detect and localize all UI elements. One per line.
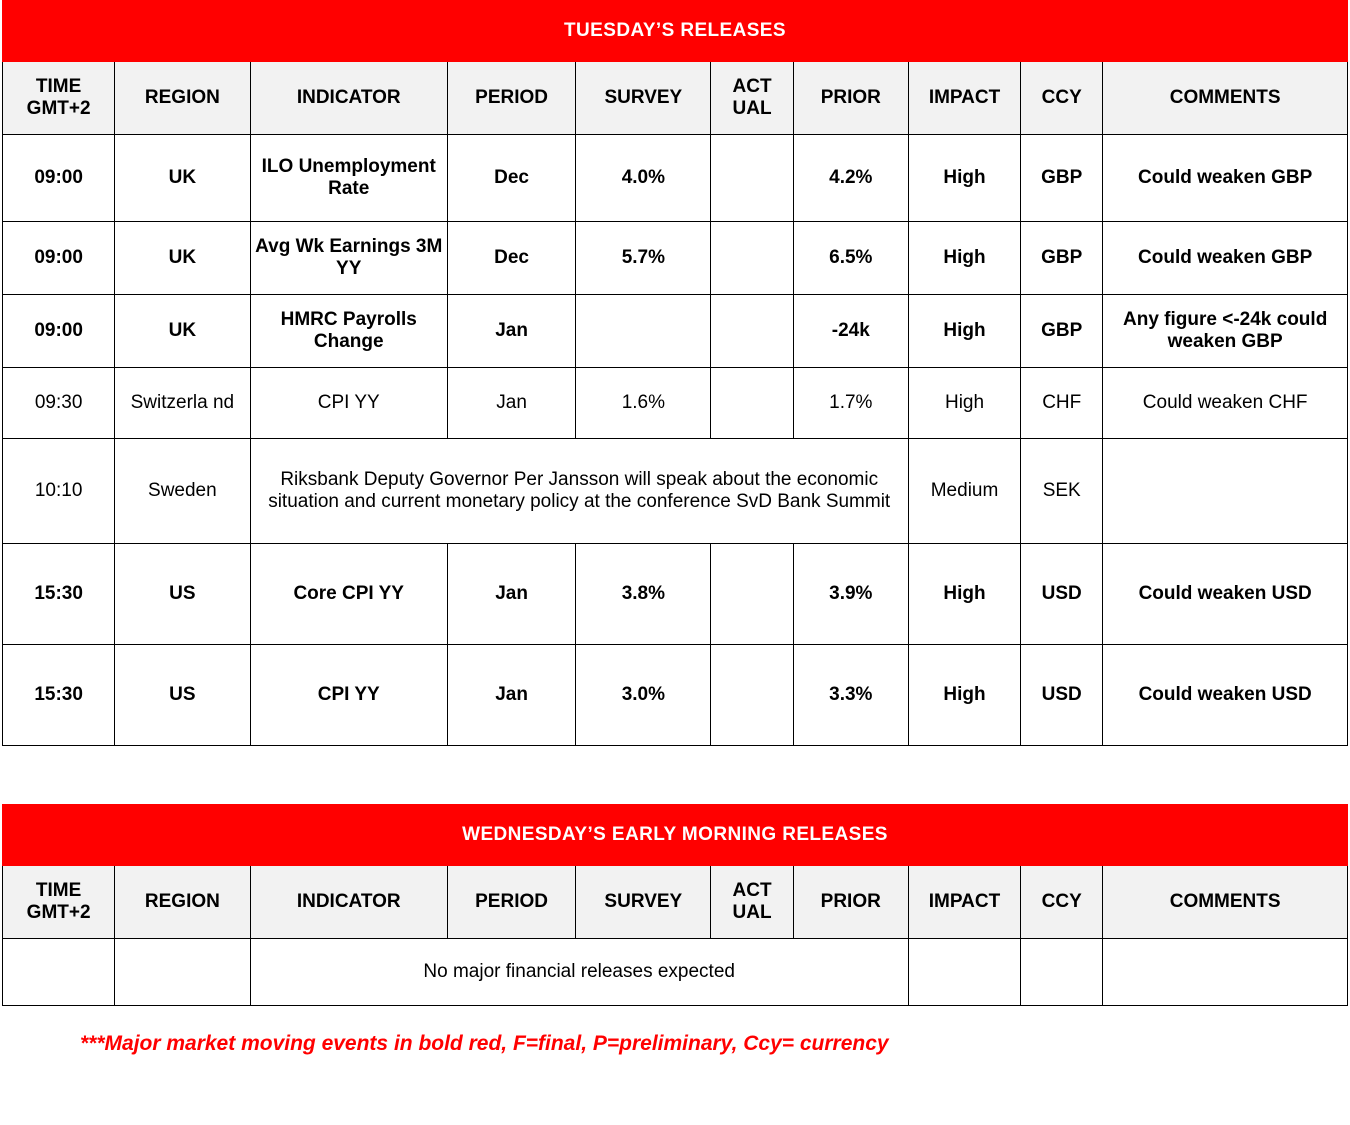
tuesday-banner-row	[3, 1, 1348, 62]
cell-ccy: USD	[1021, 645, 1103, 746]
column-header-impact: IMPACT	[908, 866, 1020, 939]
tuesday-header-row	[3, 62, 1348, 135]
cell-ccy: GBP	[1021, 135, 1103, 222]
cell-indicator: CPI YY	[250, 645, 447, 746]
cell-prior: 1.7%	[793, 368, 908, 439]
column-header-survey: SURVEY	[576, 62, 711, 135]
cell-prior: -24k	[793, 295, 908, 368]
table-row	[3, 439, 1348, 544]
cell-region	[115, 939, 250, 1006]
cell-comments	[1103, 439, 1348, 544]
cell-prior: 3.3%	[793, 645, 908, 746]
cell-comments: Could weaken GBP	[1103, 222, 1348, 295]
cell-period: Jan	[447, 295, 575, 368]
cell-impact: High	[908, 544, 1020, 645]
cell-survey: 4.0%	[576, 135, 711, 222]
cell-region: US	[115, 544, 250, 645]
cell-comments: Could weaken GBP	[1103, 135, 1348, 222]
column-header-comments: COMMENTS	[1103, 866, 1348, 939]
cell-comments: Could weaken USD	[1103, 645, 1348, 746]
cell-actual	[711, 135, 793, 222]
cell-ccy: CHF	[1021, 368, 1103, 439]
table-row	[3, 939, 1348, 1006]
cell-survey: 3.8%	[576, 544, 711, 645]
column-header-indicator: INDICATOR	[250, 62, 447, 135]
cell-time: 09:00	[3, 222, 115, 295]
table-row	[3, 295, 1348, 368]
cell-region: Sweden	[115, 439, 250, 544]
cell-region: UK	[115, 135, 250, 222]
table-row	[3, 135, 1348, 222]
cell-time: 15:30	[3, 544, 115, 645]
cell-region: Switzerla nd	[115, 368, 250, 439]
column-header-prior: PRIOR	[793, 866, 908, 939]
cell-time: 09:30	[3, 368, 115, 439]
cell-ccy: GBP	[1021, 222, 1103, 295]
cell-region: UK	[115, 295, 250, 368]
column-header-prior: PRIOR	[793, 62, 908, 135]
cell-indicator: CPI YY	[250, 368, 447, 439]
column-header-time: TIME GMT+2	[3, 62, 115, 135]
cell-ccy: USD	[1021, 544, 1103, 645]
cell-period: Jan	[447, 368, 575, 439]
column-header-period: PERIOD	[447, 62, 575, 135]
table-row	[3, 645, 1348, 746]
wednesday-header-row	[3, 866, 1348, 939]
cell-period: Dec	[447, 135, 575, 222]
cell-comments: Could weaken CHF	[1103, 368, 1348, 439]
cell-impact: High	[908, 368, 1020, 439]
wednesday-banner-title: WEDNESDAY’S EARLY MORNING RELEASES	[3, 805, 1348, 866]
cell-ccy: GBP	[1021, 295, 1103, 368]
cell-region: US	[115, 645, 250, 746]
cell-survey	[576, 295, 711, 368]
cell-time: 09:00	[3, 135, 115, 222]
cell-comments: Any figure <-24k could weaken GBP	[1103, 295, 1348, 368]
cell-period: Jan	[447, 544, 575, 645]
cell-comments	[1103, 939, 1348, 1006]
cell-impact: High	[908, 222, 1020, 295]
cell-time: 09:00	[3, 295, 115, 368]
wednesday-releases-table	[2, 804, 1348, 1006]
cell-period: Jan	[447, 645, 575, 746]
column-header-region: REGION	[115, 866, 250, 939]
cell-prior: 6.5%	[793, 222, 908, 295]
cell-actual	[711, 368, 793, 439]
cell-prior: 4.2%	[793, 135, 908, 222]
column-header-impact: IMPACT	[908, 62, 1020, 135]
cell-survey: 5.7%	[576, 222, 711, 295]
cell-actual	[711, 544, 793, 645]
column-header-period: PERIOD	[447, 866, 575, 939]
cell-time	[3, 939, 115, 1006]
cell-ccy: SEK	[1021, 439, 1103, 544]
column-header-indicator: INDICATOR	[250, 866, 447, 939]
table-row	[3, 222, 1348, 295]
cell-impact	[908, 939, 1020, 1006]
table-row	[3, 368, 1348, 439]
cell-actual	[711, 645, 793, 746]
cell-impact: High	[908, 645, 1020, 746]
cell-indicator: HMRC Payrolls Change	[250, 295, 447, 368]
cell-survey: 1.6%	[576, 368, 711, 439]
wednesday-banner-row	[3, 805, 1348, 866]
cell-actual	[711, 222, 793, 295]
cell-impact: High	[908, 135, 1020, 222]
cell-indicator: ILO Unemployment Rate	[250, 135, 447, 222]
cell-time: 15:30	[3, 645, 115, 746]
cell-period: Dec	[447, 222, 575, 295]
cell-impact: High	[908, 295, 1020, 368]
cell-event-description: Riksbank Deputy Governor Per Jansson will speak about the economic situation and current monetary policy at the conference SvD Bank Summit	[250, 439, 908, 544]
cell-region: UK	[115, 222, 250, 295]
tuesday-banner-title: TUESDAY’S RELEASES	[3, 1, 1348, 62]
cell-survey: 3.0%	[576, 645, 711, 746]
footnote: ***Major market moving events in bold red, F=final, P=preliminary, Ccy= currency	[80, 1032, 889, 1055]
column-header-survey: SURVEY	[576, 866, 711, 939]
cell-impact: Medium	[908, 439, 1020, 544]
column-header-time: TIME GMT+2	[3, 866, 115, 939]
table-gap	[0, 746, 1350, 804]
column-header-actual: ACT UAL	[711, 866, 793, 939]
tuesday-releases-table	[2, 0, 1348, 746]
cell-prior: 3.9%	[793, 544, 908, 645]
cell-ccy	[1021, 939, 1103, 1006]
column-header-comments: COMMENTS	[1103, 62, 1348, 135]
cell-indicator: Avg Wk Earnings 3M YY	[250, 222, 447, 295]
cell-indicator: Core CPI YY	[250, 544, 447, 645]
column-header-region: REGION	[115, 62, 250, 135]
cell-empty-message: No major financial releases expected	[250, 939, 908, 1006]
cell-comments: Could weaken USD	[1103, 544, 1348, 645]
cell-actual	[711, 295, 793, 368]
cell-time: 10:10	[3, 439, 115, 544]
table-row	[3, 544, 1348, 645]
column-header-ccy: CCY	[1021, 62, 1103, 135]
column-header-ccy: CCY	[1021, 866, 1103, 939]
column-header-actual: ACT UAL	[711, 62, 793, 135]
